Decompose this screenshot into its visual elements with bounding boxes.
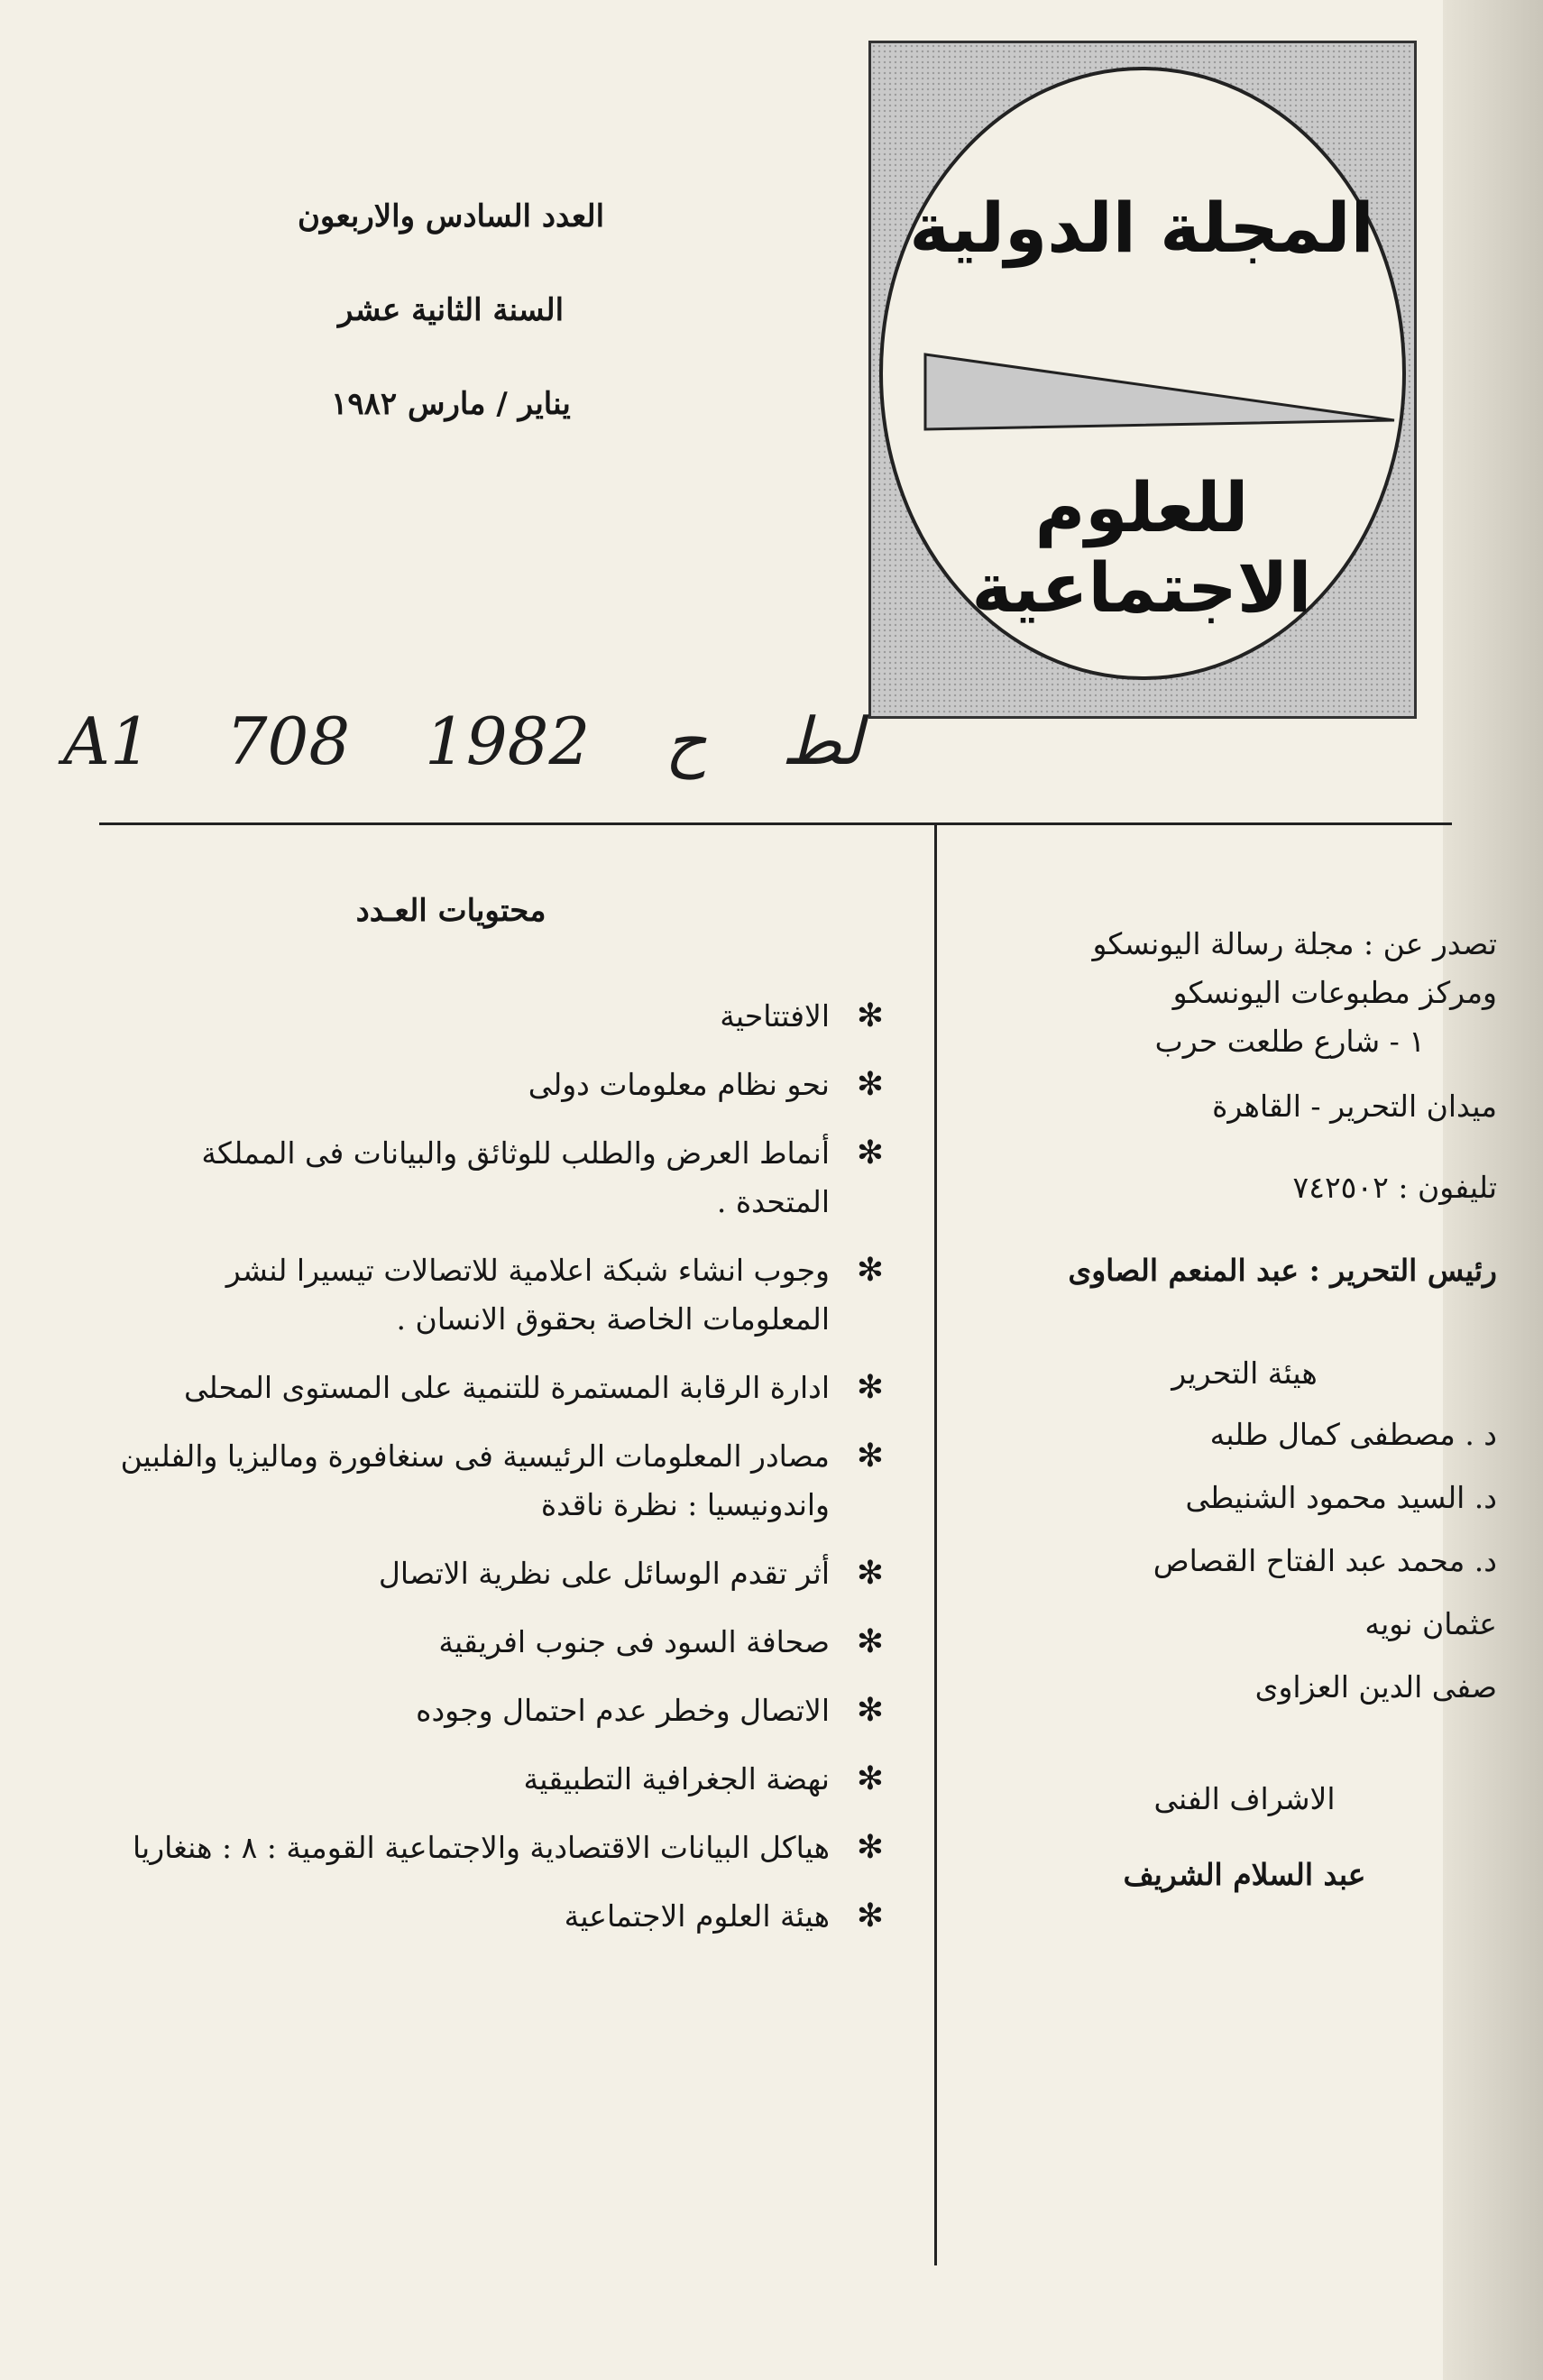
logo-title-line2: للعلوم الاجتماعية [971,467,1312,628]
board-member: صفى الدين العزاوى [1254,1669,1497,1705]
contents-list [99,992,884,1941]
contents-title: محتويات العـدد [355,893,546,929]
editor-in-chief: رئيس التحرير : عبد المنعم الصاوى [1068,1253,1497,1288]
board-member: د. محمد عبد الفتاح القصاص [1153,1543,1497,1578]
technical-title: الاشراف الفنى [1153,1781,1336,1816]
issue-year: السنة الثانية عشر [337,292,565,328]
handwritten-call-number [63,703,863,794]
star-bullet-icon: ✻ [856,997,884,1034]
masthead-column [992,920,1497,1934]
contents-item: ✻ مصادر المعلومات الرئيسية فى سنغافورة وماليزيا والفلبين واندونيسيا : نظرة ناقدة [99,1432,884,1530]
star-bullet-icon: ✻ [856,1898,884,1934]
issue-date: يناير / مارس ١٩٨٢ [331,386,571,422]
horizontal-divider [99,822,1452,825]
logo-title-line1: المجلة الدولية [909,188,1374,268]
publisher-line: ميدان التحرير - القاهرة [1212,1089,1497,1124]
technical-name: عبد السلام الشريف [1123,1857,1366,1892]
contents-item: ✻ صحافة السود فى جنوب افريقية [99,1618,884,1667]
star-bullet-icon: ✻ [856,1438,884,1475]
issue-info [180,198,721,480]
star-bullet-icon: ✻ [856,1692,884,1729]
editorial-board [992,1349,1497,1712]
publisher-line: ١ - شارع طلعت حرب [1154,1024,1425,1059]
board-member: عثمان نويه [1364,1606,1497,1641]
handwritten-part: 1982 [425,703,591,779]
contents-item: ✻ هياكل البيانات الاقتصادية والاجتماعية القومية : ٨ : هنغاريا [99,1824,884,1872]
board-title: هيئة التحرير [1171,1355,1318,1391]
star-bullet-icon: ✻ [856,1369,884,1406]
issue-number: العدد السادس والاربعون [297,198,605,234]
contents-item: ✻ نهضة الجغرافية التطبيقية [99,1755,884,1804]
publisher-phone: تليفون : ٧٤٢٥٠٢ [1292,1170,1497,1205]
publisher-line: ومركز مطبوعات اليونسكو [1172,975,1497,1010]
contents-item: ✻ أنماط العرض والطلب للوثائق والبيانات فى المملكة المتحدة . [99,1129,884,1227]
contents-item: ✻ ادارة الرقابة المستمرة للتنمية على المستوى المحلى [99,1364,884,1412]
handwritten-part: 708 [225,703,351,779]
contents-item: ✻ هيئة العلوم الاجتماعية [99,1892,884,1941]
handwritten-part: A1 [63,703,152,779]
contents-item: ✻ وجوب انشاء شبكة اعلامية للاتصالات تيسيرا لنشر المعلومات الخاصة بحقوق الانسان . [99,1246,884,1344]
star-bullet-icon: ✻ [856,1555,884,1592]
contents-item: ✻ نحو نظام معلومات دولى [99,1061,884,1109]
handwritten-part: ح [665,703,707,779]
handwritten-part: لط [781,703,863,779]
technical-supervision [992,1775,1497,1899]
star-bullet-icon: ✻ [856,1623,884,1660]
vertical-divider [934,822,937,2265]
star-bullet-icon: ✻ [856,1135,884,1172]
board-members [992,1411,1497,1712]
journal-logo [868,41,1417,719]
contents-item: ✻ أثر تقدم الوسائل على نظرية الاتصال [99,1549,884,1598]
board-member: د. السيد محمود الشنيطى [1185,1480,1497,1515]
board-member: د . مصطفى كمال طلبه [1209,1417,1497,1452]
contents-item: ✻ الافتتاحية [99,992,884,1041]
publisher-line: تصدر عن : مجلة رسالة اليونسكو [1092,926,1497,961]
star-bullet-icon: ✻ [856,1066,884,1103]
publisher-block [992,920,1497,1212]
star-bullet-icon: ✻ [856,1760,884,1797]
contents-item: ✻ الاتصال وخطر عدم احتمال وجوده [99,1686,884,1735]
star-bullet-icon: ✻ [856,1252,884,1289]
star-bullet-icon: ✻ [856,1829,884,1866]
